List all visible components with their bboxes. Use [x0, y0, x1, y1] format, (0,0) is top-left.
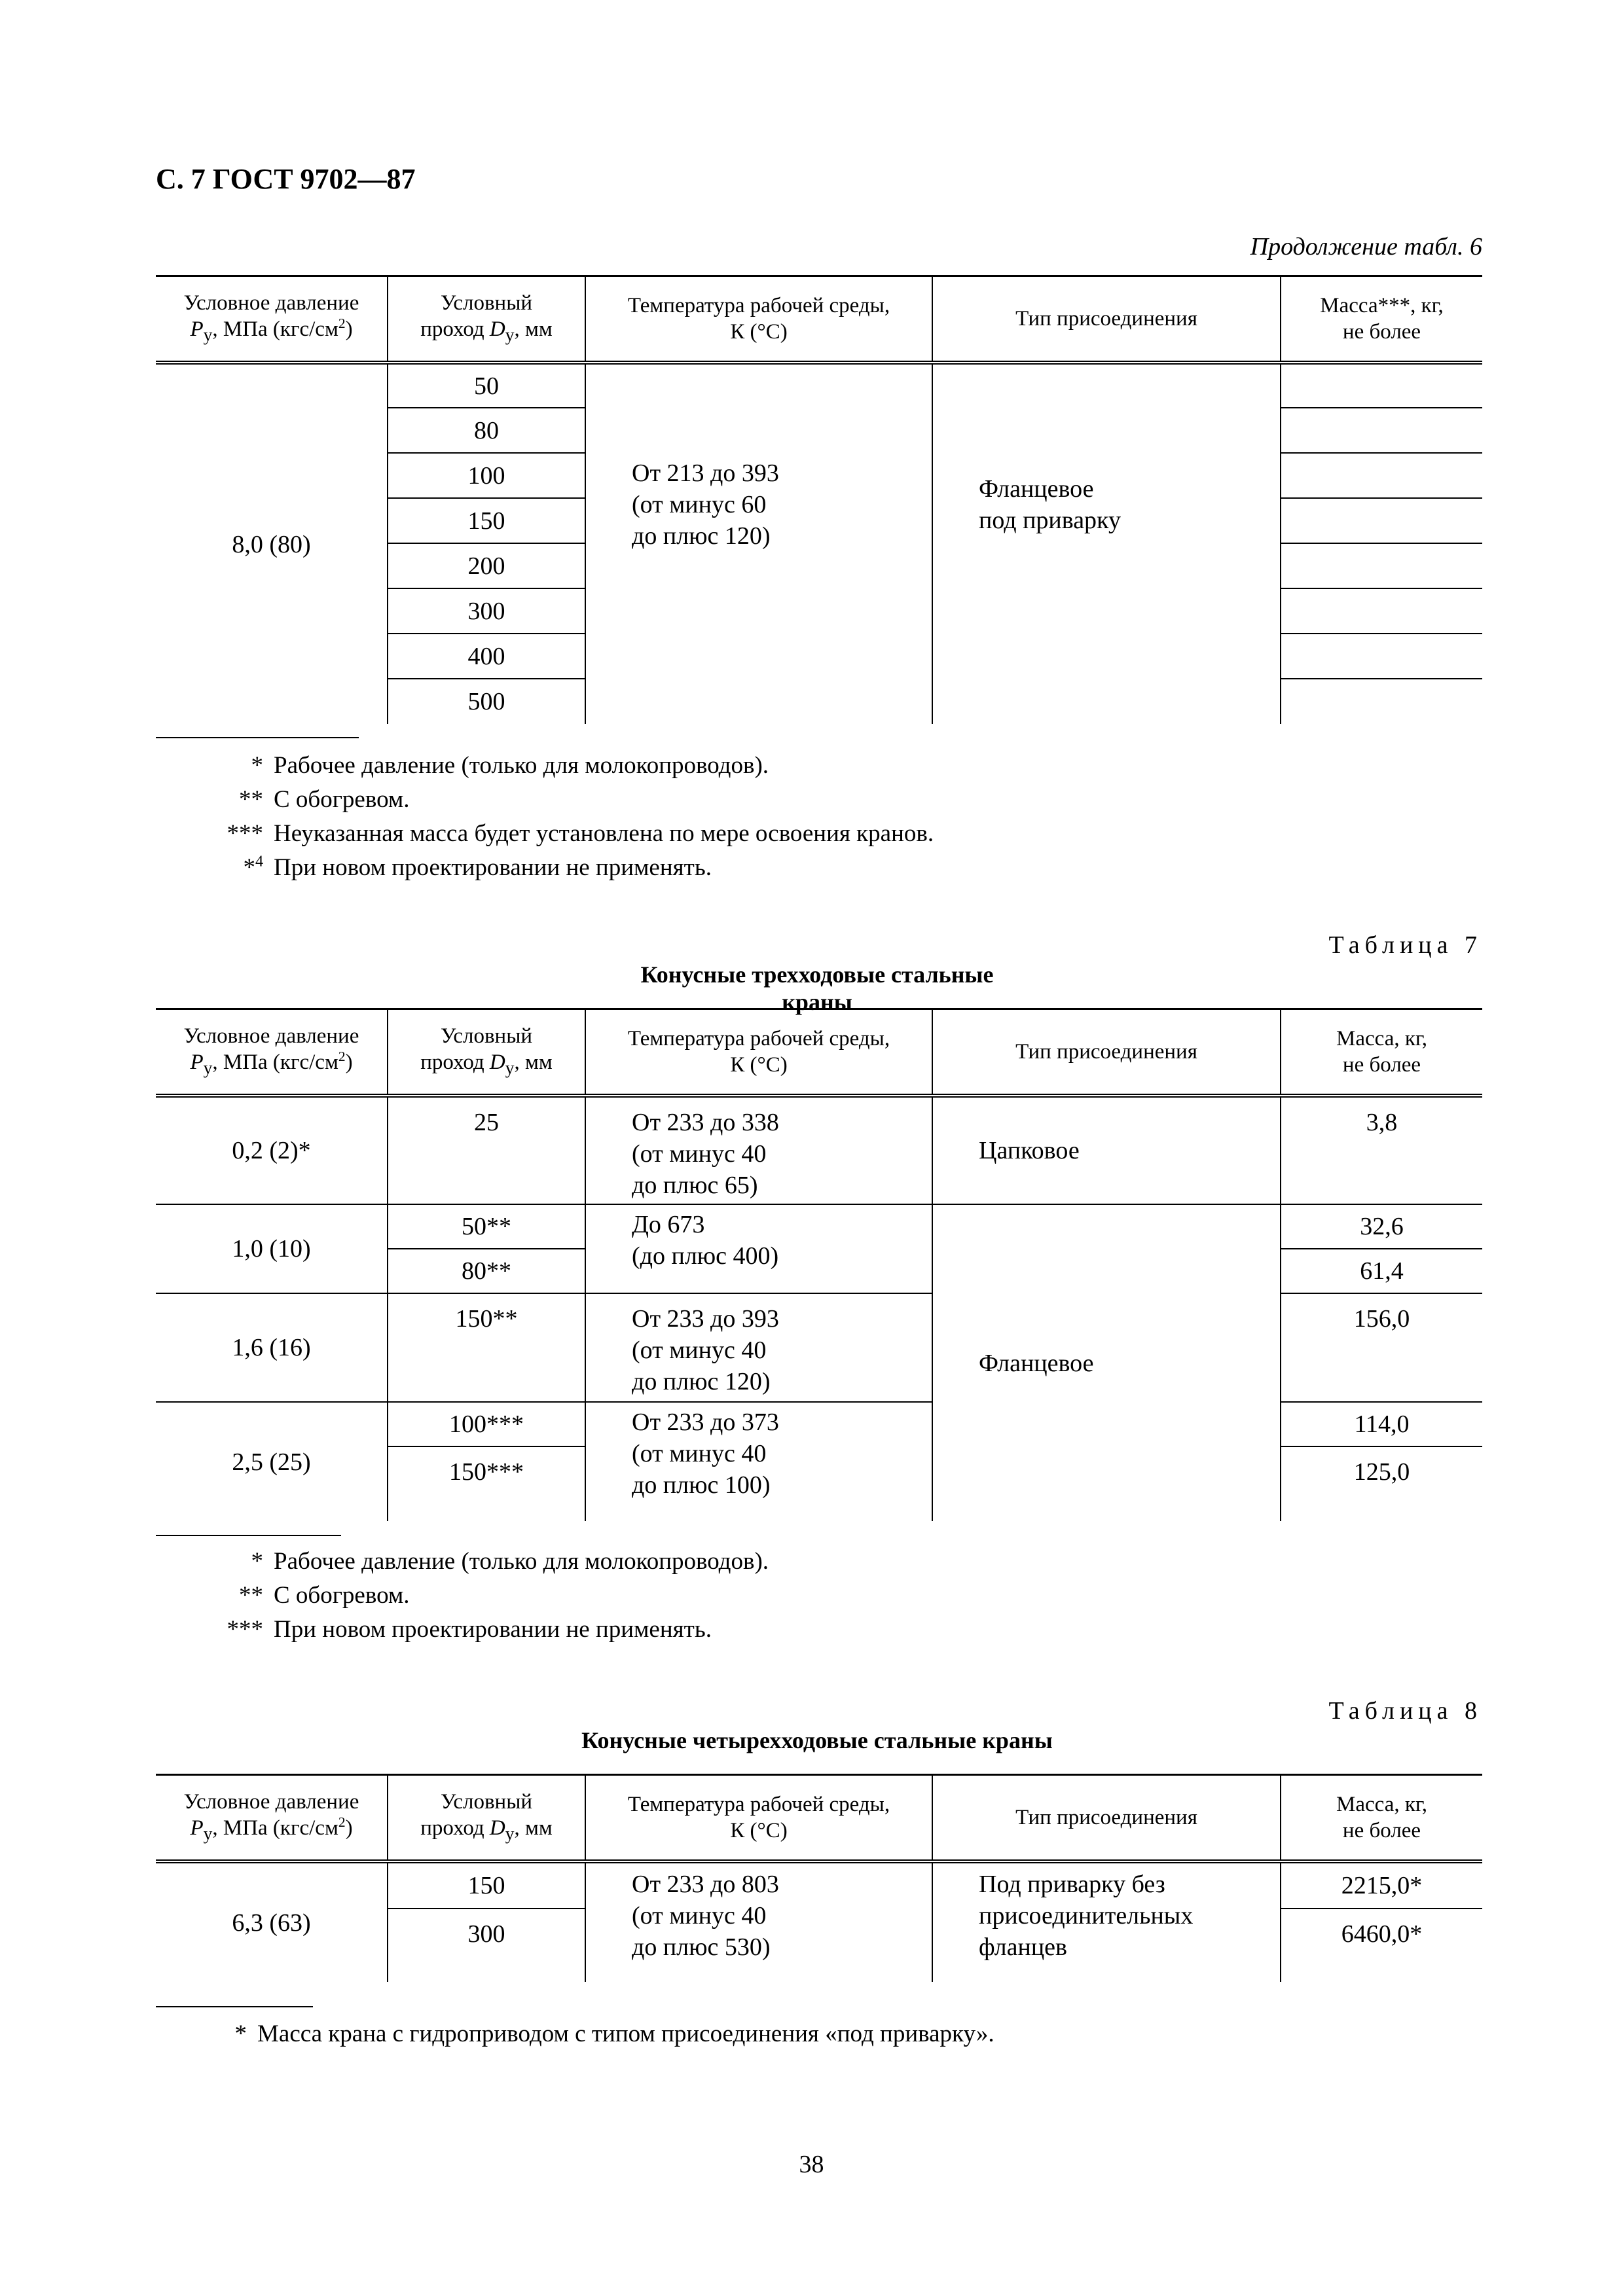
pressure-cell: 1,0 (10): [156, 1204, 388, 1293]
footnote: * Масса крана с гидроприводом с типом присоединения «под приварку».: [234, 2020, 994, 2047]
header-pressure: Условное давление $P_у$, МПа $(кгс/см^2)$: [156, 1775, 388, 1862]
dn-cell: 150: [388, 498, 585, 543]
header-nominal-diameter: Условный проход $D_у$, мм: [388, 1009, 585, 1096]
header-pressure: Условное давление $P_у$, МПа $(кгс/см^2)$: [156, 1009, 388, 1096]
mass-cell: 3,8: [1281, 1096, 1482, 1204]
table-7-title: Конусные трехходовые стальные краны: [640, 961, 994, 1015]
footnote-rule: [156, 2006, 313, 2007]
mass-cell: [1281, 679, 1482, 724]
connection-cell: Под приварку без присоединительных фланцев: [932, 1861, 1281, 1982]
mass-cell: [1281, 408, 1482, 453]
footnote: ** С обогревом.: [239, 1582, 410, 1609]
dn-cell: 150***: [388, 1446, 585, 1521]
mass-cell: [1281, 363, 1482, 408]
footnote: *** При новом проектировании не применять.: [227, 1616, 712, 1643]
footnotes-table-8: [156, 2017, 994, 2051]
dn-cell: 100: [388, 453, 585, 498]
table-6: [156, 275, 1482, 724]
table-8-title: Конусные четырехходовые стальные краны: [581, 1727, 1053, 1753]
dn-cell: 80: [388, 408, 585, 453]
mass-cell: 61,4: [1281, 1249, 1482, 1293]
footnote: *$^4$ При новом проектировании не применять.: [243, 853, 712, 881]
footnotes-table-7: [156, 1545, 769, 1647]
footnote: * Рабочее давление (только для молокопроводов).: [251, 1548, 769, 1575]
page-number: 38: [799, 2151, 824, 2178]
pressure-cell: 1,6 (16): [156, 1293, 388, 1402]
header-connection-type: Тип присоединения: [932, 276, 1281, 363]
temperature-cell: От 233 до 803 (от минус 40 до плюс 530): [585, 1861, 932, 1982]
mass-cell: 114,0: [1281, 1402, 1482, 1446]
table-7-label: Таблица 7: [1328, 931, 1482, 959]
footnote: *** Неуказанная масса будет установлена по мере освоения кранов.: [227, 820, 934, 847]
table-continuation-label: Продолжение табл. 6: [1250, 233, 1482, 260]
footnote-rule: [156, 737, 359, 738]
header-pressure: Условное давление $P_у$, МПа $(кгс/см^2)$: [156, 276, 388, 363]
mass-cell: [1281, 634, 1482, 679]
mass-cell: [1281, 543, 1482, 588]
pressure-cell: 0,2 (2)*: [156, 1096, 388, 1204]
header-temperature: Температура рабочей среды, К (°С): [585, 1775, 932, 1862]
table-7: [156, 1008, 1482, 1521]
mass-cell: 6460,0*: [1281, 1909, 1482, 1982]
mass-cell: 125,0: [1281, 1446, 1482, 1521]
mass-cell: [1281, 453, 1482, 498]
pressure-cell: 8,0 (80): [156, 363, 388, 724]
header-mass: Масса, кг, не более: [1281, 1009, 1482, 1096]
dn-cell: 50: [388, 363, 585, 408]
header-nominal-diameter: Условный проход $D_у$, мм: [388, 276, 585, 363]
temperature-cell: До 673 (до плюс 400): [585, 1204, 932, 1293]
table-8-label: Таблица 8: [1328, 1697, 1482, 1725]
dn-cell: 300: [388, 588, 585, 634]
dn-cell: 500: [388, 679, 585, 724]
dn-cell: 50**: [388, 1204, 585, 1249]
temperature-cell: От 213 до 393 (от минус 60 до плюс 120): [585, 363, 932, 724]
mass-cell: 156,0: [1281, 1293, 1482, 1402]
header-connection-type: Тип присоединения: [932, 1009, 1281, 1096]
footnote-rule: [156, 1535, 341, 1536]
mass-cell: [1281, 498, 1482, 543]
connection-cell: Фланцевое под приварку: [932, 363, 1281, 724]
connection-cell: Фланцевое: [932, 1204, 1281, 1521]
header-connection-type: Тип присоединения: [932, 1775, 1281, 1862]
mass-cell: 2215,0*: [1281, 1861, 1482, 1909]
footnote: ** С обогревом.: [239, 786, 410, 813]
header-temperature: Температура рабочей среды, К (°С): [585, 276, 932, 363]
dn-cell: 25: [388, 1096, 585, 1204]
table-8: [156, 1774, 1482, 1982]
dn-cell: 100***: [388, 1402, 585, 1446]
mass-cell: 32,6: [1281, 1204, 1482, 1249]
mass-cell: [1281, 588, 1482, 634]
connection-cell: Цапковое: [932, 1096, 1281, 1204]
footnote: * Рабочее давление (только для молокопроводов).: [251, 752, 769, 779]
page-header: С. 7 ГОСТ 9702—87: [156, 163, 416, 195]
header-temperature: Температура рабочей среды, К (°С): [585, 1009, 932, 1096]
footnotes-table-6: [156, 749, 934, 885]
dn-cell: 150**: [388, 1293, 585, 1402]
dn-cell: 80**: [388, 1249, 585, 1293]
pressure-cell: 6,3 (63): [156, 1861, 388, 1982]
temperature-cell: От 233 до 338 (от минус 40 до плюс 65): [585, 1096, 932, 1204]
temperature-cell: От 233 до 393 (от минус 40 до плюс 120): [585, 1293, 932, 1402]
temperature-cell: От 233 до 373 (от минус 40 до плюс 100): [585, 1402, 932, 1521]
pressure-cell: 2,5 (25): [156, 1402, 388, 1521]
dn-cell: 150: [388, 1861, 585, 1909]
header-mass: Масса***, кг, не более: [1281, 276, 1482, 363]
dn-cell: 300: [388, 1909, 585, 1982]
dn-cell: 400: [388, 634, 585, 679]
header-mass: Масса, кг, не более: [1281, 1775, 1482, 1862]
dn-cell: 200: [388, 543, 585, 588]
header-nominal-diameter: Условный проход $D_у$, мм: [388, 1775, 585, 1862]
